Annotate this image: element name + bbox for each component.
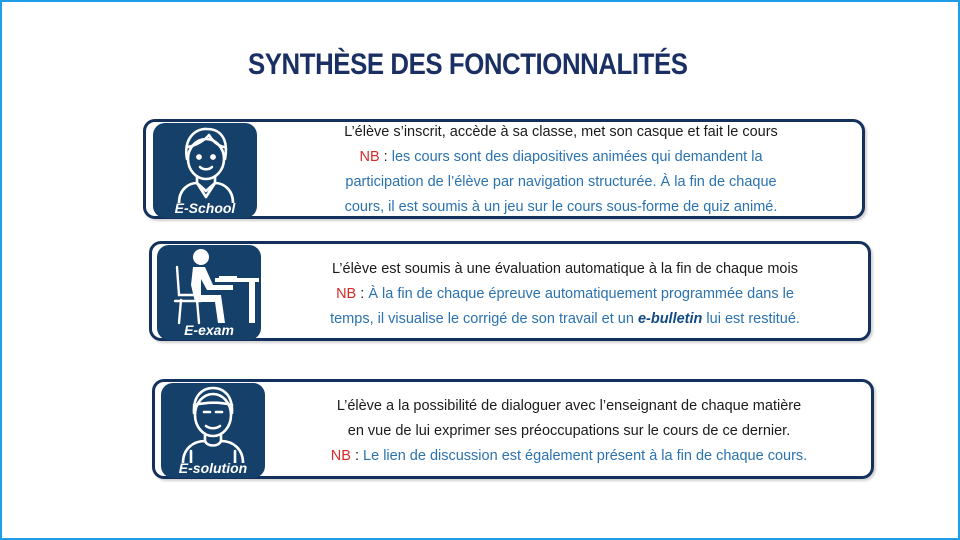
- nb-label: NB: [359, 149, 380, 165]
- student-icon: [153, 123, 257, 203]
- e-exam-nb-line: [264, 282, 866, 307]
- e-school-line-3: participation de l’élève par navigation structurée. À la fin de chaque: [345, 174, 777, 190]
- e-exam-line-3: [264, 307, 866, 332]
- person-icon: [161, 383, 265, 463]
- e-solution-line-2: en vue de lui exprimer ses préoccupations sur le cours de ce dernier.: [347, 423, 791, 439]
- e-school-line-1: L’élève s’inscrit, accède à sa classe, met son casque et fait le cours: [344, 124, 778, 140]
- e-exam-line-3-start: temps, il visualise le corrigé de son travail et un: [330, 311, 638, 327]
- e-solution-label: E-solution: [178, 460, 248, 476]
- e-school-label: E-School: [174, 200, 236, 216]
- e-solution-icon-box: [161, 383, 265, 478]
- e-solution-line-1: L’élève a la possibilité de dialoguer avec l’enseignant de chaque matière: [336, 398, 802, 414]
- e-solution-description: [268, 394, 870, 469]
- nb-separator: :: [356, 286, 369, 302]
- exam-desk-icon: [157, 245, 261, 325]
- e-school-line-4: cours, il est soumis à un jeu sur le cours sous-forme de quiz animé.: [344, 199, 778, 215]
- e-solution-nb-text: Le lien de discussion est également présent à la fin de chaque cours.: [363, 448, 808, 464]
- e-exam-line-1: L’élève est soumis à une évaluation automatique à la fin de chaque mois: [332, 261, 798, 277]
- nb-label: NB: [336, 286, 357, 302]
- e-school-icon-box: [153, 123, 257, 218]
- e-exam-line-3-end: lui est restitué.: [702, 311, 800, 327]
- e-exam-label: E-exam: [184, 322, 234, 338]
- e-exam-description: [264, 257, 866, 332]
- e-solution-nb-line: [268, 444, 870, 469]
- e-bulletin-term: e-bulletin: [637, 311, 703, 327]
- e-exam-nb-text: À la fin de chaque épreuve automatiquement programmée dans le: [368, 286, 794, 302]
- nb-label: NB: [330, 448, 351, 464]
- e-school-nb-text: les cours sont des diapositives animées qui demandent la: [391, 149, 763, 165]
- e-exam-icon-box: [157, 245, 261, 340]
- slide-title: SYNTHÈSE DES FONCTIONNALITÉS: [248, 48, 688, 81]
- e-school-nb-line: [260, 145, 862, 170]
- nb-separator: :: [379, 149, 392, 165]
- nb-separator: :: [350, 448, 364, 464]
- e-school-description: [260, 120, 862, 220]
